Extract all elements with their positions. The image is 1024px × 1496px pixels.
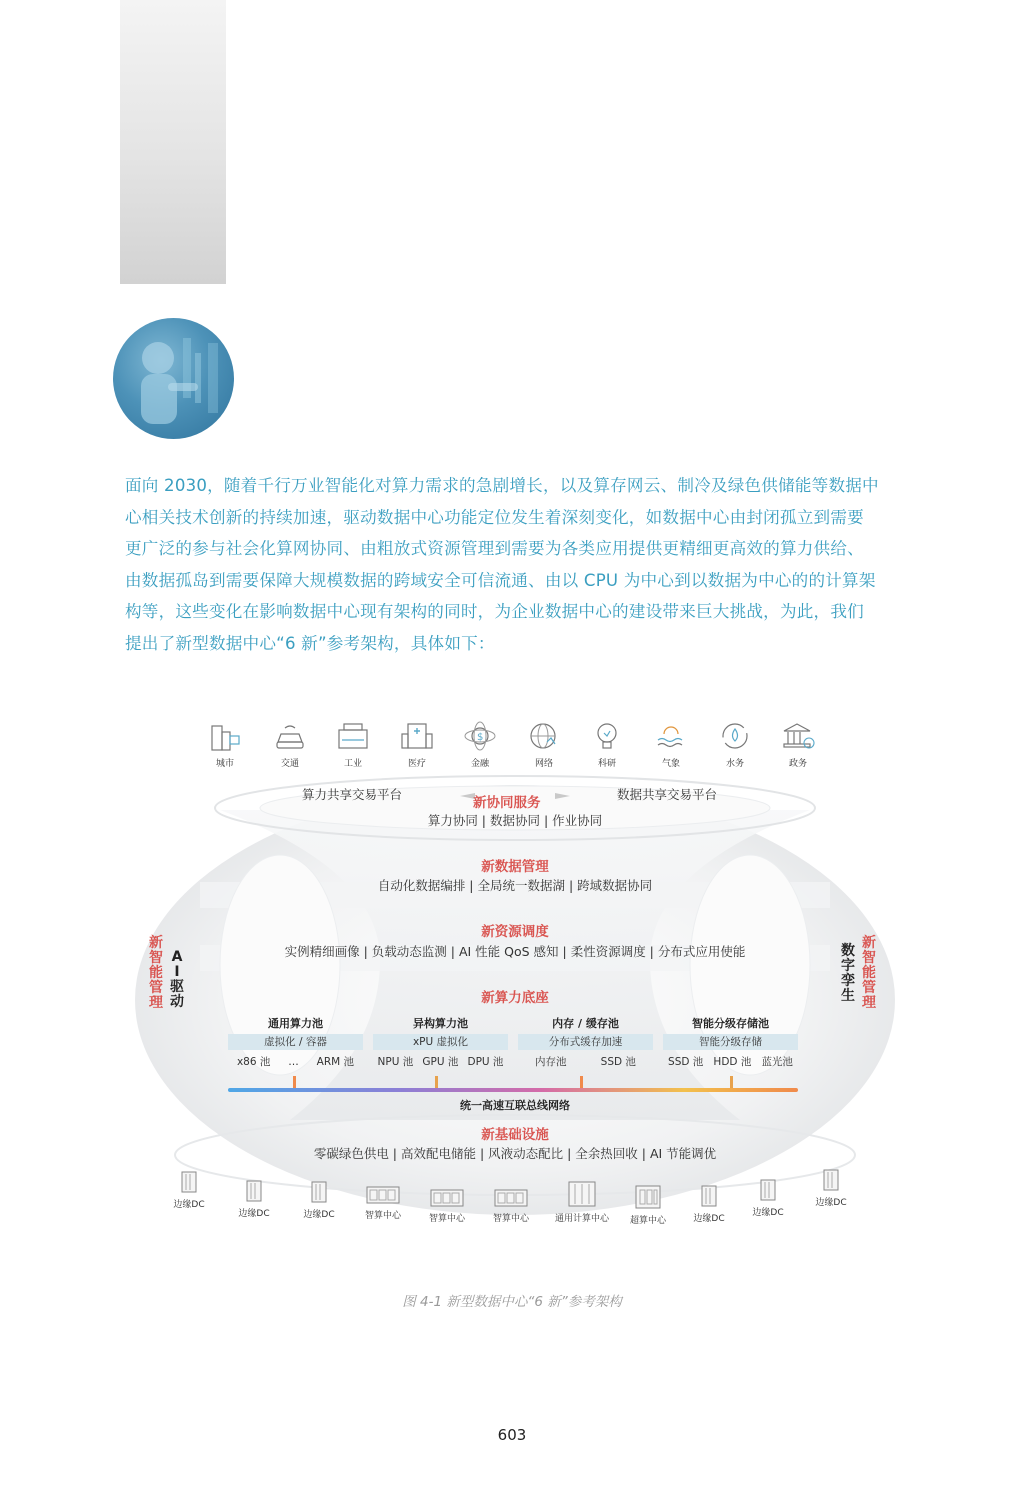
industry-label: 城市 (215, 759, 234, 769)
pool-item: x86 池 (236, 1056, 271, 1068)
ai-compute-center-icon (493, 1188, 529, 1208)
intro-line: 由数据孤岛到需要保障大规模数据的跨域安全可信流通、由以 CPU 为中心到以数据为中心的的计算架 (125, 570, 876, 590)
page-number: 603 (497, 1426, 527, 1444)
edge-dc-icon (307, 1180, 331, 1204)
pool-item: 内存池 (535, 1056, 567, 1068)
pool-item: ARM 池 (316, 1056, 355, 1068)
edge-dc-icon (242, 1179, 266, 1203)
layer-title-infra: 新基础设施 (481, 1127, 549, 1143)
left-side-label-red: 新 智 能 管 理 (149, 935, 163, 1011)
left-side-label-dark: A I 驱 动 (170, 949, 184, 1010)
pool-items (518, 1054, 653, 1070)
datacenter (225, 1179, 283, 1219)
pool-virtualization: xPU 虚拟化 (373, 1034, 508, 1050)
pool-items (663, 1054, 798, 1070)
figure-caption: 图 4-1 新型数据中心“6 新”参考架构 (402, 1294, 622, 1310)
industry-government (773, 720, 823, 769)
city-icon (208, 720, 242, 752)
intro-line: 构等，这些变化在影响数据中心现有架构的同时，为企业数据中心的建设带来巨大挑战，为此，我们 (125, 602, 864, 621)
pool-memory-cache (518, 1016, 653, 1070)
pool-item: NPU 池 (377, 1056, 414, 1068)
intro-paragraph (125, 470, 915, 659)
right-side-label-dark: 数 字 孪 生 (841, 943, 855, 1004)
chapter-photo-circle (113, 318, 234, 439)
datacenter-label: 智算中心 (428, 1214, 465, 1224)
datacenter-label: 边缘DC (238, 1209, 270, 1219)
factory-icon (336, 720, 370, 752)
pool-general (228, 1016, 363, 1070)
industry-label: 工业 (343, 759, 362, 769)
intro-line: 提出了新型数据中心“6 新”参考架构，具体如下： (125, 633, 495, 653)
datacenter (160, 1170, 218, 1210)
hospital-icon (400, 720, 434, 752)
industry-transport (265, 720, 315, 769)
industry-finance (455, 720, 505, 769)
pool-virtualization: 分布式缓存加速 (518, 1034, 653, 1050)
data-mgmt-items: 自动化数据编排 | 全局统一数据湖 | 跨域数据协同 (377, 878, 653, 893)
industry-label: 气象 (661, 759, 680, 769)
government-icon (781, 720, 815, 752)
diagram-background (130, 700, 900, 1245)
edge-dc-icon (697, 1184, 721, 1208)
pool-virtualization: 虚拟化 / 容器 (228, 1034, 363, 1050)
pool-heterogeneous (373, 1016, 508, 1070)
general-compute-center-icon (567, 1180, 597, 1208)
pool-item: … (288, 1056, 299, 1068)
datacenter-label: 超算中心 (629, 1216, 666, 1226)
pool-title: 智能分级存储池 (692, 1017, 769, 1030)
industry-label: 交通 (280, 759, 299, 769)
data-sharing-platform: 数据共享交易平台 (617, 787, 718, 802)
industry-water (710, 720, 760, 769)
datacenter-label: 边缘DC (693, 1214, 725, 1224)
industry-label: 水务 (725, 759, 744, 769)
pool-title: 内存 / 缓存池 (552, 1017, 619, 1030)
pool-virtualization: 智能分级存储 (663, 1034, 798, 1050)
datacenter (354, 1185, 412, 1221)
collab-items: 算力协同 | 数据协同 | 作业协同 (427, 813, 603, 828)
datacenter-label: 边缘DC (815, 1198, 847, 1208)
pool-item: SSD 池 (600, 1056, 636, 1068)
supercomputing-center-icon (634, 1184, 662, 1210)
industry-label: 网络 (534, 759, 553, 769)
layer-title-collab: 新协同服务 (473, 795, 541, 811)
compute-sharing-platform: 算力共享交易平台 (302, 787, 403, 802)
industry-medical (392, 720, 442, 769)
datacenter (680, 1184, 738, 1224)
ai-compute-center-icon (429, 1188, 465, 1208)
datacenter-label: 边缘DC (752, 1208, 784, 1218)
intro-line: 心相关技术创新的持续加速，驱动数据中心功能定位发生着深刻变化，如数据中心由封闭孤立到需要 (125, 507, 864, 527)
resource-items: 实例精细画像 | 负载动态监测 | AI 性能 QoS 感知 | 柔性资源调度 | 分布式应用使能 (284, 944, 746, 959)
finance-icon (463, 720, 497, 752)
car-icon (273, 720, 307, 752)
pool-items (228, 1054, 363, 1070)
globe-icon (527, 720, 561, 752)
layer-title-compute-base: 新算力底座 (481, 990, 549, 1006)
industry-label: 医疗 (407, 759, 426, 769)
datacenter (802, 1168, 860, 1208)
datacenter (290, 1180, 348, 1220)
industry-manufacturing (328, 720, 378, 769)
pool-title: 通用算力池 (268, 1017, 323, 1030)
datacenter-label: 智算中心 (364, 1211, 401, 1221)
pool-item: GPU 池 (422, 1056, 459, 1068)
datacenter (619, 1184, 677, 1226)
datacenter (482, 1188, 540, 1224)
pool-item: DPU 池 (467, 1056, 504, 1068)
datacenter-label: 边缘DC (303, 1210, 335, 1220)
intro-line: 更广泛的参与社会化算网协同、由粗放式资源管理到需要为各类应用提供更精细更高效的算力供给、 (125, 539, 864, 558)
edge-dc-icon (756, 1178, 780, 1202)
edge-dc-icon (177, 1170, 201, 1194)
pool-tiered-storage (663, 1016, 798, 1070)
decorative-gray-tab (120, 0, 226, 284)
edge-dc-icon (819, 1168, 843, 1192)
right-side-label-red: 新 智 能 管 理 (862, 935, 876, 1011)
layer-title-data-mgmt: 新数据管理 (481, 859, 549, 875)
industry-label: 政务 (788, 759, 807, 769)
ai-compute-center-icon (365, 1185, 401, 1205)
weather-icon (654, 720, 688, 752)
datacenter-label: 通用计算中心 (554, 1214, 609, 1224)
datacenter (547, 1180, 617, 1224)
interconnect-bus-label: 统一高速互联总线网络 (460, 1099, 570, 1112)
pool-items (373, 1054, 508, 1070)
industry-city (200, 720, 250, 769)
lightbulb-icon (590, 720, 624, 752)
architecture-diagram (130, 700, 900, 1245)
pool-title: 异构算力池 (413, 1017, 468, 1030)
datacenter (418, 1188, 476, 1224)
svg-text:$: $ (477, 732, 484, 743)
pool-item: HDD 池 (713, 1056, 752, 1068)
layer-title-resource: 新资源调度 (481, 924, 549, 940)
industry-label: 金融 (470, 759, 489, 769)
datacenter-label: 智算中心 (492, 1214, 529, 1224)
industry-research (582, 720, 632, 769)
intro-line: 面向 2030，随着千行万业智能化对算力需求的急剧增长，以及算存网云、制冷及绿色供储能等数据中 (125, 476, 879, 495)
datacenter (739, 1178, 797, 1218)
industry-label: 科研 (597, 759, 616, 769)
pool-item: 蓝光池 (761, 1056, 793, 1068)
water-drop-icon (718, 720, 752, 752)
infra-items: 零碳绿色供电 | 高效配电储能 | 风液动态配比 | 全余热回收 | AI 节能调优 (313, 1146, 717, 1161)
datacenter-label: 边缘DC (173, 1200, 205, 1210)
industry-network (519, 720, 569, 769)
left-side-label-rest: 驱 动 (170, 979, 184, 1010)
industry-weather (646, 720, 696, 769)
pool-item: SSD 池 (668, 1056, 704, 1068)
